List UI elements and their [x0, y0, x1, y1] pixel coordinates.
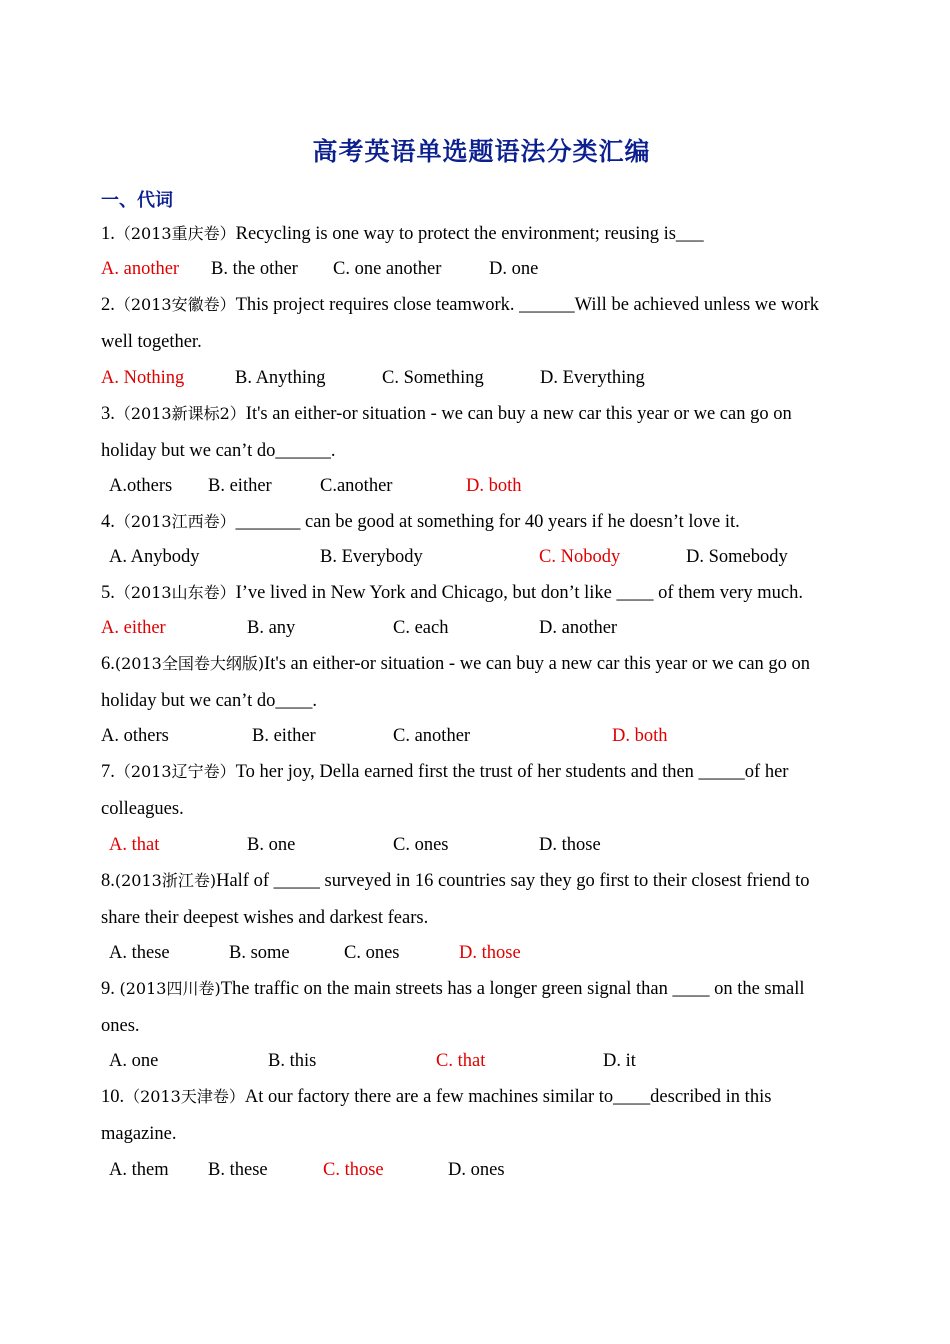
- answer-option: C. those: [323, 1160, 384, 1180]
- question-source: （2013新课标2）: [114, 404, 246, 423]
- question-stem: [101, 760, 788, 784]
- question-source: （2013江西卷）: [114, 512, 236, 531]
- option: D. Somebody: [686, 547, 788, 567]
- question-stem-continued: holiday but we can’t do____.: [101, 691, 317, 711]
- question-source: （2013安徽卷）: [114, 295, 236, 314]
- question-stem-continued: holiday but we can’t do______.: [101, 441, 336, 461]
- option: C.another: [320, 476, 393, 496]
- question-stem: [101, 581, 803, 605]
- option: D. those: [539, 835, 601, 855]
- answer-option: D. both: [612, 726, 668, 746]
- option: D. Everything: [540, 368, 645, 388]
- question-stem: [101, 402, 792, 426]
- question-number: 10.: [101, 1087, 125, 1107]
- question-stem-continued: well together.: [101, 332, 202, 352]
- question-number: 7.: [101, 762, 115, 782]
- answer-option: A. Nothing: [101, 368, 185, 388]
- document-title: 高考英语单选题语法分类汇编: [312, 137, 651, 166]
- option: D. it: [603, 1051, 636, 1071]
- question-source: (2013浙江卷): [114, 871, 217, 890]
- question-text: _______ can be good at something for 40 years if he doesn’t love it.: [235, 512, 740, 532]
- question-number: 5.: [101, 583, 115, 603]
- question-number: 3.: [101, 404, 115, 424]
- question-stem-continued: ones.: [101, 1016, 140, 1036]
- question-stem: [101, 1085, 771, 1109]
- question-number: 9.: [101, 979, 120, 999]
- option: C. Something: [382, 368, 484, 388]
- option: D. one: [489, 259, 539, 279]
- answer-option: A. either: [101, 618, 166, 638]
- option: B. either: [252, 726, 316, 746]
- section-heading: 一、代词: [101, 190, 173, 211]
- question-number: 2.: [101, 295, 115, 315]
- option: B. the other: [211, 259, 298, 279]
- question-stem-continued: magazine.: [101, 1124, 177, 1144]
- option: B. these: [208, 1160, 268, 1180]
- answer-option: C. that: [436, 1051, 486, 1071]
- question-source: (2013全国卷大纲版): [114, 654, 265, 673]
- question-text: At our factory there are a few machines similar to____described in this: [244, 1087, 772, 1107]
- answer-option: C. Nobody: [539, 547, 621, 567]
- option: A. Anybody: [109, 547, 200, 567]
- question-text: I’ve lived in New York and Chicago, but don’t like ____ of them very much.: [235, 583, 804, 603]
- option: C. ones: [344, 943, 400, 963]
- option: C. ones: [393, 835, 449, 855]
- question-text: Half of _____ surveyed in 16 countries say they go first to their closest friend to: [216, 871, 810, 891]
- question-stem: [101, 222, 704, 246]
- question-text: This project requires close teamwork. ______Will be achieved unless we work: [235, 295, 819, 315]
- option: B. some: [229, 943, 290, 963]
- option: C. another: [393, 726, 471, 746]
- question-number: 4.: [101, 512, 115, 532]
- option: A. one: [109, 1051, 159, 1071]
- option: B. either: [208, 476, 272, 496]
- option: A. others: [101, 726, 169, 746]
- answer-option: A. that: [109, 835, 160, 855]
- question-source: (2013四川卷): [119, 979, 221, 998]
- answer-option: D. both: [466, 476, 522, 496]
- question-number: 1.: [101, 224, 115, 244]
- question-text: It's an either-or situation - we can buy a new car this year or we can go on: [264, 654, 811, 674]
- option: B. Anything: [235, 368, 326, 388]
- question-number: 6.: [101, 654, 115, 674]
- question-source: （2013山东卷）: [114, 583, 236, 602]
- question-text: The traffic on the main streets has a longer green signal than ____ on the small: [220, 979, 805, 999]
- option: C. one another: [333, 259, 442, 279]
- option: A.others: [109, 476, 173, 496]
- question-stem-continued: share their deepest wishes and darkest fears.: [101, 908, 429, 928]
- question-stem: [101, 510, 740, 534]
- option: A. these: [109, 943, 170, 963]
- option: C. each: [393, 618, 449, 638]
- question-source: （2013重庆卷）: [114, 224, 236, 243]
- option: B. this: [268, 1051, 317, 1071]
- question-text: To her joy, Della earned first the trust of her students and then _____of her: [235, 762, 789, 782]
- question-text: Recycling is one way to protect the environment; reusing is___: [235, 224, 704, 244]
- option: B. any: [247, 618, 296, 638]
- question-stem: [101, 652, 810, 676]
- option: B. one: [247, 835, 296, 855]
- question-stem: [101, 293, 819, 317]
- question-source: （2013辽宁卷）: [114, 762, 236, 781]
- question-stem: [101, 869, 810, 893]
- option: D. ones: [448, 1160, 505, 1180]
- question-text: It's an either-or situation - we can buy a new car this year or we can go on: [245, 404, 792, 424]
- option: D. another: [539, 618, 618, 638]
- question-stem: [101, 977, 805, 1001]
- option: A. them: [109, 1160, 169, 1180]
- question-stem-continued: colleagues.: [101, 799, 184, 819]
- answer-option: A. another: [101, 259, 180, 279]
- answer-option: D. those: [459, 943, 521, 963]
- question-source: （2013天津卷）: [124, 1087, 245, 1106]
- option: B. Everybody: [320, 547, 423, 567]
- question-number: 8.: [101, 871, 115, 891]
